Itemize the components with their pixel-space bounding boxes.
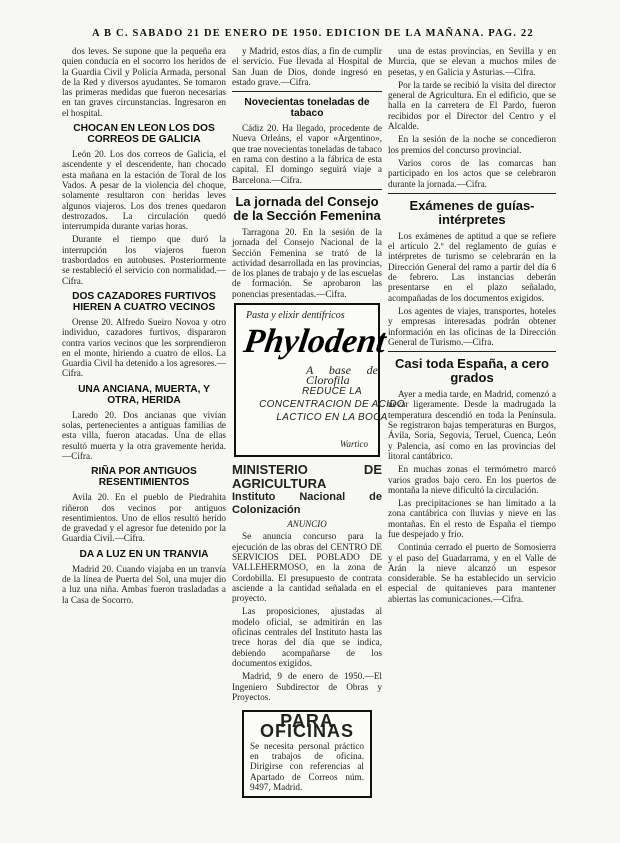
headline: Casi toda España, a cero grados — [395, 356, 549, 386]
article-text: Orense 20. Alfredo Sueiro Novoa y otro individuo, cazadores furtivos, dispararon contra varios vecinos que les sorprendieron en el monte, hiriendo a cuatro de ellos. La Guardia Civil ha detenido a los agresores.—Cifra. — [62, 316, 226, 379]
column-1 — [62, 46, 226, 823]
article-text: Laredo 20. Dos ancianas que vivían solas, pertenecientes a antiguas familias de esta villa, fueron atacadas. Una de ellas resultó muerta y la otra gravemente herida.—Cifra. — [62, 409, 226, 461]
column-3 — [388, 46, 556, 823]
phylodent-advertisement — [234, 303, 405, 457]
article-text: Madrid, 9 de enero de 1950.—El Ingeniero Subdirector de Obras y Proyectos. — [232, 671, 382, 702]
headline: Exámenes de guías-intérpretes — [409, 197, 535, 227]
article-text: Tarragona 20. En la sesión de la jornada del Consejo Nacional de la Sección Femenina se trató de la actividad desarrollada en las provincias, de los planes de trabajo y de las escuelas de formación. Se aprobaron las ponencias presentadas.—Cifra. — [232, 226, 382, 299]
ad-logo: Phylodent — [241, 323, 389, 361]
article-text: Los exámenes de aptitud a que se refiere el artículo 2.º del reglamento de guías e intérpretes de turismo se celebrarán en la Dirección General del ramo a partir del día 6 de febrero. Las instancias deberán presentarse en el plazo señalado, acompañadas de los documentos exigidos. — [388, 230, 556, 303]
article-text: Las proposiciones, ajustadas al modelo oficial, se admitirán en las oficinas centrales del Instituto hasta las trece horas del día que se indica, debiendo acompañarse de los documentos exigidos. — [232, 606, 382, 668]
ministry-heading: MINISTERIO DE AGRICULTURA — [232, 462, 382, 492]
article-text: Cádiz 20. Ha llegado, procedente de Nueva Orleáns, el vapor «Argentino», que trae novecientas toneladas de tabaco en rama con destino a la fábrica de esta capital. El domingo seguirá viaje a Barcelona.—Cifra. — [232, 123, 382, 185]
article-text: Madrid 20. Cuando viajaba en un tranvía de la línea de Puerta del Sol, una mujer dio a luz una niña. Ambas fueron trasladadas a la Casa de Socorro. — [62, 563, 226, 605]
headline: RIÑA POR ANTIGUOS RESENTIMIENTOS — [91, 466, 197, 489]
article-text: Continúa cerrado el puerto de Somosierra y el paso del Guadarrama, y en el Valle de Arán la nieve alcanzó un espesor considerable. Se ha establecido un servicio especial de quitanieves para mantener abiertas las comunicaciones.—Cifra. — [388, 542, 556, 604]
institute-heading: Instituto Nacional de Colonización — [232, 491, 382, 517]
headline: Novecientas toneladas de tabaco — [244, 97, 370, 120]
headline: La jornada del Consejo de la Sección Femenina — [233, 193, 381, 223]
ad-signature: Wartico — [339, 438, 368, 449]
article-text: una de estas provincias, en Sevilla y en Murcia, que se elevan a muchos miles de pesetas, y en Galicia y Asturias.—Cifra. — [388, 46, 556, 77]
article-text: Los agentes de viajes, transportes, hoteles y empresas interesadas podrán obtener información en las oficinas de la Dirección General de Turismo.—Cifra. — [388, 305, 556, 347]
ad-tagline: Pasta y elixir dentífricos — [246, 310, 345, 322]
ad-subtitle: A base de Clorofila — [306, 363, 378, 388]
column-2 — [232, 46, 405, 823]
ad-text: Se necesita personal práctico en trabajos de oficina. Dirigirse con referencias al Apartado de Correos núm. 9497, Madrid. — [250, 740, 364, 792]
article-text: Por la tarde se recibió la visita del director general de Agricultura. En el edificio, que se halla en la carretera de El Pardo, fueron recibidos por el Director del Centro y el Alcalde. — [388, 79, 556, 132]
divider — [232, 189, 382, 190]
article-text: Durante el tiempo que duró la interrupción los viajeros fueron trasbordados en autobuses. Posteriormente se restableció el servicio con normalidad.—Cifra. — [62, 234, 226, 286]
notice-label: ANUNCIO — [287, 519, 327, 530]
article-text: León 20. Los dos correos de Galicia, el ascendente y el descendente, han chocado esta mañana en la estación de Toral de los Vados. A pesar de la violencia del choque, solamente resultaron con heridas leves algunos viajeros. Los dos trenes quedaron destrozados. La circulación quedó interrumpida durante varias horas. — [62, 149, 226, 232]
headline: DA A LUZ EN UN TRANVIA — [79, 548, 209, 560]
headline: CHOCAN EN LEON LOS DOS CORREOS DE GALICIA — [73, 123, 215, 146]
ad-claim: REDUCE LA CONCENTRACION DE ACIDO LACTICO EN LA BOCA — [259, 386, 405, 424]
article-text: Avila 20. En el pueblo de Piedrahita riñeron dos vecinos por antiguos resentimientos. Uno de ellos resultó herido de gravedad y el agresor fue detenido por la Guardia Civil.—Cifra. — [62, 492, 226, 544]
divider — [388, 351, 556, 352]
article-text: En la sesión de la noche se concedieron los premios del concurso provincial. — [388, 134, 556, 155]
ad-title: PARA OFICINAS — [259, 711, 354, 742]
article-text: Las precipitaciones se han limitado a la zona cantábrica con lluvias y nieve en las montañas. En el resto de España el tiempo fue despejado y frío. — [388, 498, 556, 539]
article-text: Varios coros de las comarcas han participado en los actos que se celebraron durante la jornada.—Cifra. — [388, 157, 556, 189]
article-text: dos leves. Se supone que la pequeña era quien conducía en el socorro los heridos de la Guardia Civil y Policía Armada, personal de la Red y diversos ayudantes. Se tomaron las primeras medidas que fueron necesarias en tan graves circunstancias. Ingresaron en el hospital. — [62, 46, 226, 118]
headline: DOS CAZADORES FURTIVOS HIEREN A CUATRO VECINOS — [72, 290, 216, 313]
divider — [232, 91, 382, 92]
office-advertisement — [242, 710, 372, 798]
article-text: Ayer a media tarde, en Madrid, comenzó a nevar ligeramente. Desde la madrugada la temperatura descendió en toda la Península. Se registraron bajas temperaturas en Burgos, Ávila, Soria, Segovia, Teruel, Cuenca, León y Palencia, así como en las provincias del litoral cantábrico. — [388, 389, 556, 461]
article-text: En muchas zonas el termómetro marcó varios grados bajo cero. En los puertos de montaña la nieve dificultó la circulación. — [388, 464, 556, 495]
headline: UNA ANCIANA, MUERTA, Y OTRA, HERIDA — [78, 383, 210, 406]
divider — [388, 193, 556, 194]
article-text: y Madrid, estos días, a fin de cumplir el servicio. Fue llevada al Hospital de San Juan de Dios, donde ingresó en estado grave.—Cifra. — [232, 46, 382, 87]
article-text: Se anuncia concurso para la ejecución de las obras del CENTRO DE SERVICIOS DEL POBLADO DE VALLEHERMOSO, en la zona de Cordobilla. El presupuesto de contrata asciende a la cantidad señalada en el proyecto. — [232, 531, 382, 604]
page-header: A B C. SABADO 21 DE ENERO DE 1950. EDICION DE LA MAÑANA. PAG. 22 — [92, 28, 534, 39]
